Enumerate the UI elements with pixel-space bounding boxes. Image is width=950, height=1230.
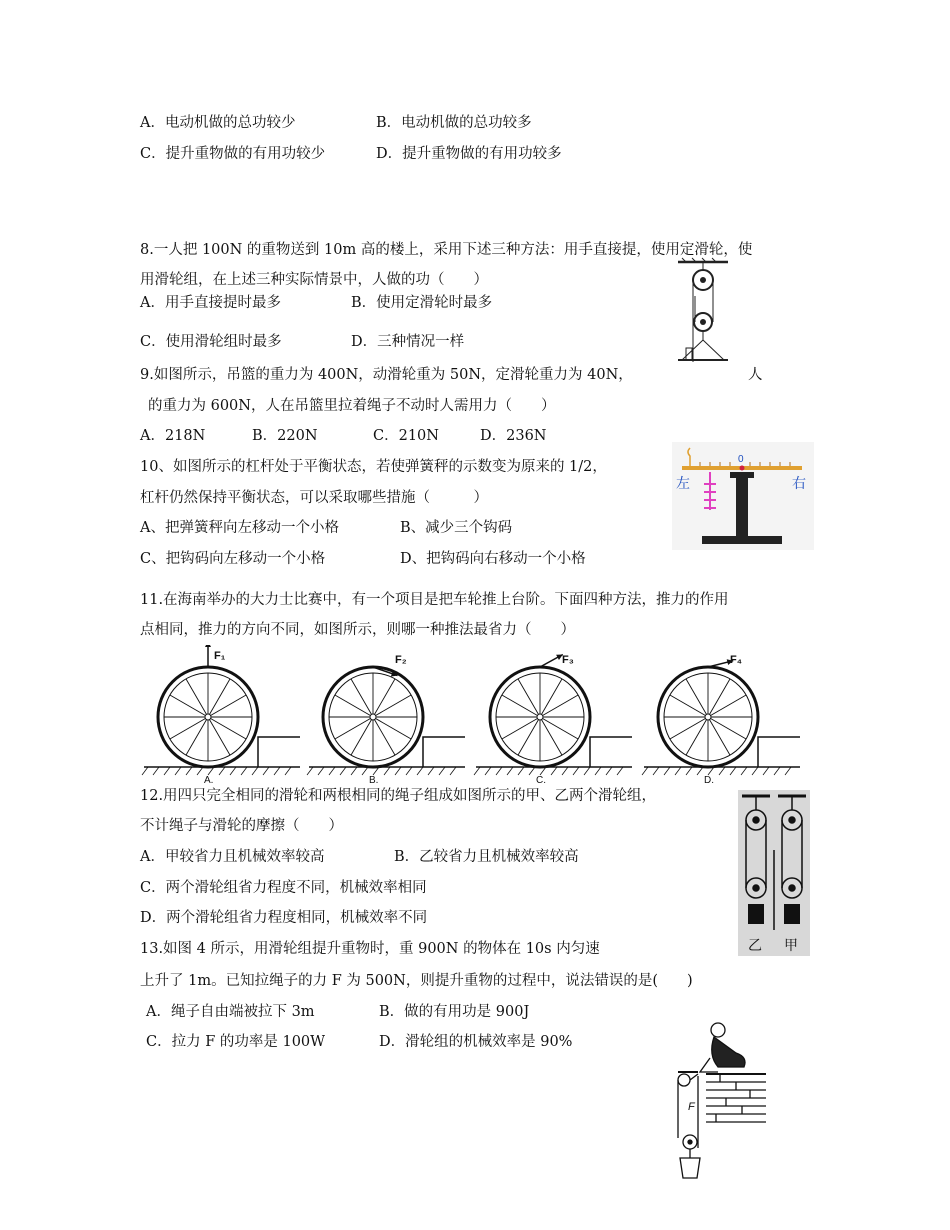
q13-option-c: C．拉力 F 的功率是 100W [146,1034,326,1050]
q13-stem-line2: 上升了 1m。已知拉绳子的力 F 为 500N，则提升重物的过程中，说法错误的是( ) [140,973,693,989]
q9-option-b: B．220N [252,428,318,444]
lever-balance-figure [672,442,814,550]
q9-stem-line2: 的重力为 600N，人在吊篮里拉着绳子不动时人需用力（ ） [148,398,556,414]
q7-option-d: D．提升重物做的有用功较多 [376,146,562,162]
q10-option-b: B、减少三个钩码 [400,520,513,536]
q9-stem-person-char: 人 [748,367,763,383]
q12-option-b: B．乙较省力且机械效率较高 [394,849,579,865]
wheel-caption-3: C. [536,775,546,785]
wheels-step-figure [140,645,810,785]
q9-option-c: C．210N [373,428,439,444]
q11-stem-line2: 点相同，推力的方向不同，如图所示，则哪一种推法最省力（ ） [140,622,575,638]
q13-stem-line1: 13.如图 4 所示，用滑轮组提升重物时，重 900N 的物体在 10s 内匀速 [140,941,600,957]
q12-option-d: D．两个滑轮组省力程度相同，机械效率不同 [140,910,428,926]
wheel-panel-1 [142,645,300,785]
force-label-1: F₁ [214,650,226,662]
force-label-4: F₄ [730,654,742,666]
q12-option-c: C．两个滑轮组省力程度不同，机械效率相同 [140,880,427,896]
q8-stem-line2: 用滑轮组，在上述三种实际情景中，人做的功（ ） [140,272,488,288]
wheel-panel-2 [307,654,465,785]
hanging-basket-pulley-figure [672,256,734,372]
pulley-label-jia: 甲 [784,937,798,953]
wheel-caption-4: D. [704,775,714,785]
lever-right-label: 右 [792,475,806,491]
q8-option-d: D．三种情况一样 [351,334,465,350]
force-label-2: F₂ [395,654,407,666]
lever-zero-label: 0 [738,454,744,465]
wheel-caption-2: B. [369,775,379,785]
q10-stem-line1: 10、如图所示的杠杆处于平衡状态，若使弹簧秤的示数变为原来的 1/2， [140,459,607,475]
pulley-label-yi: 乙 [748,937,762,953]
q9-stem-line1: 9.如图所示，吊篮的重力为 400N，动滑轮重为 50N，定滑轮重力为 40N， [140,367,633,383]
q13-option-b: B．做的有用功是 900J [379,1004,530,1020]
q7-option-c: C．提升重物做的有用功较少 [140,146,326,162]
q9-option-a: A．218N [140,428,206,444]
q10-option-c: C、把钩码向左移动一个小格 [140,551,326,567]
q7-option-b: B．电动机做的总功较多 [376,115,532,131]
wheel-panel-4 [642,654,800,785]
q8-option-b: B．使用定滑轮时最多 [351,295,493,311]
q8-stem-line1: 8.一人把 100N 的重物送到 10m 高的楼上，采用下述三种方法：用手直接提，使用定滑轮，使 [140,242,753,258]
q10-option-a: A、把弹簧秤向左移动一个小格 [140,520,339,536]
wheel-panel-3 [474,654,632,785]
q11-stem-line1: 11.在海南举办的大力士比赛中，有一个项目是把车轮推上台阶。下面四种方法，推力的作用 [140,592,729,608]
lever-left-label: 左 [676,475,690,491]
q12-option-a: A．甲较省力且机械效率较高 [140,849,325,865]
wheel-caption-1: A. [204,775,214,785]
force-label-3: F₃ [562,654,574,666]
q12-stem-line2: 不计绳子与滑轮的摩擦（ ） [140,818,343,834]
q10-stem-line2: 杠杆仍然保持平衡状态，可以采取哪些措施（ ） [140,490,488,506]
q9-option-d: D．236N [480,428,547,444]
q12-stem-line1: 12.用四只完全相同的滑轮和两根相同的绳子组成如图所示的甲、乙两个滑轮组， [140,788,657,804]
q13-option-d: D．滑轮组的机械效率是 90% [379,1034,573,1050]
q8-option-a: A．用手直接提时最多 [140,295,281,311]
two-pulley-sets-figure [738,790,810,956]
q7-option-a: A．电动机做的总功较少 [140,115,296,131]
q8-option-c: C．使用滑轮组时最多 [140,334,282,350]
q10-option-d: D、把钩码向右移动一个小格 [400,551,586,567]
q13-option-a: A．绳子自由端被拉下 3m [146,1004,315,1020]
worker-pulley-figure [670,1018,770,1184]
force-f-label: F [688,1101,695,1113]
